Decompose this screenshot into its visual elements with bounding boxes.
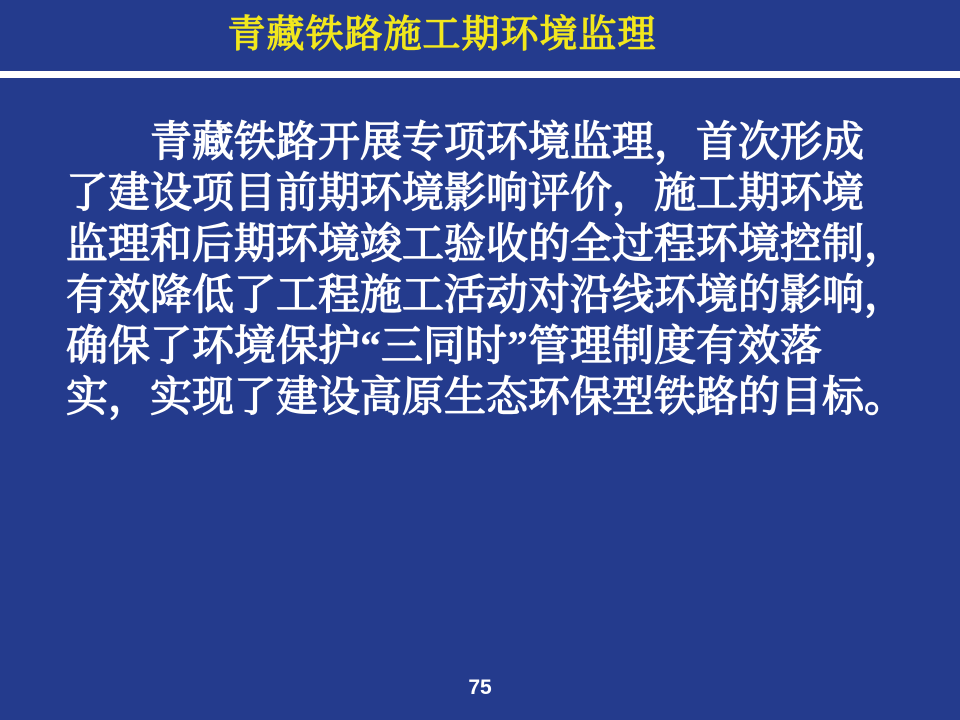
- body-text-line: 监理和后期环境竣工验收的全过程环境控制，: [66, 222, 907, 268]
- title-divider: [0, 71, 960, 78]
- body-text-line: 青藏铁路开展专项环境监理，首次形成: [66, 120, 865, 166]
- title-bar: [0, 12, 960, 58]
- body-text-line: 有效降低了工程施工活动对沿线环境的影响，: [66, 273, 907, 319]
- body-text-line: 了建设项目前期环境影响评价，施工期环境: [66, 171, 865, 217]
- page-number: 75: [468, 676, 492, 699]
- body-text-line: 确保了环境保护“三同时”管理制度有效落: [66, 324, 823, 370]
- body-text-line: 实，实现了建设高原生态环保型铁路的目标。: [66, 375, 907, 421]
- slide-title: 青藏铁路施工期环境监理: [227, 14, 657, 56]
- body-text: [66, 118, 926, 424]
